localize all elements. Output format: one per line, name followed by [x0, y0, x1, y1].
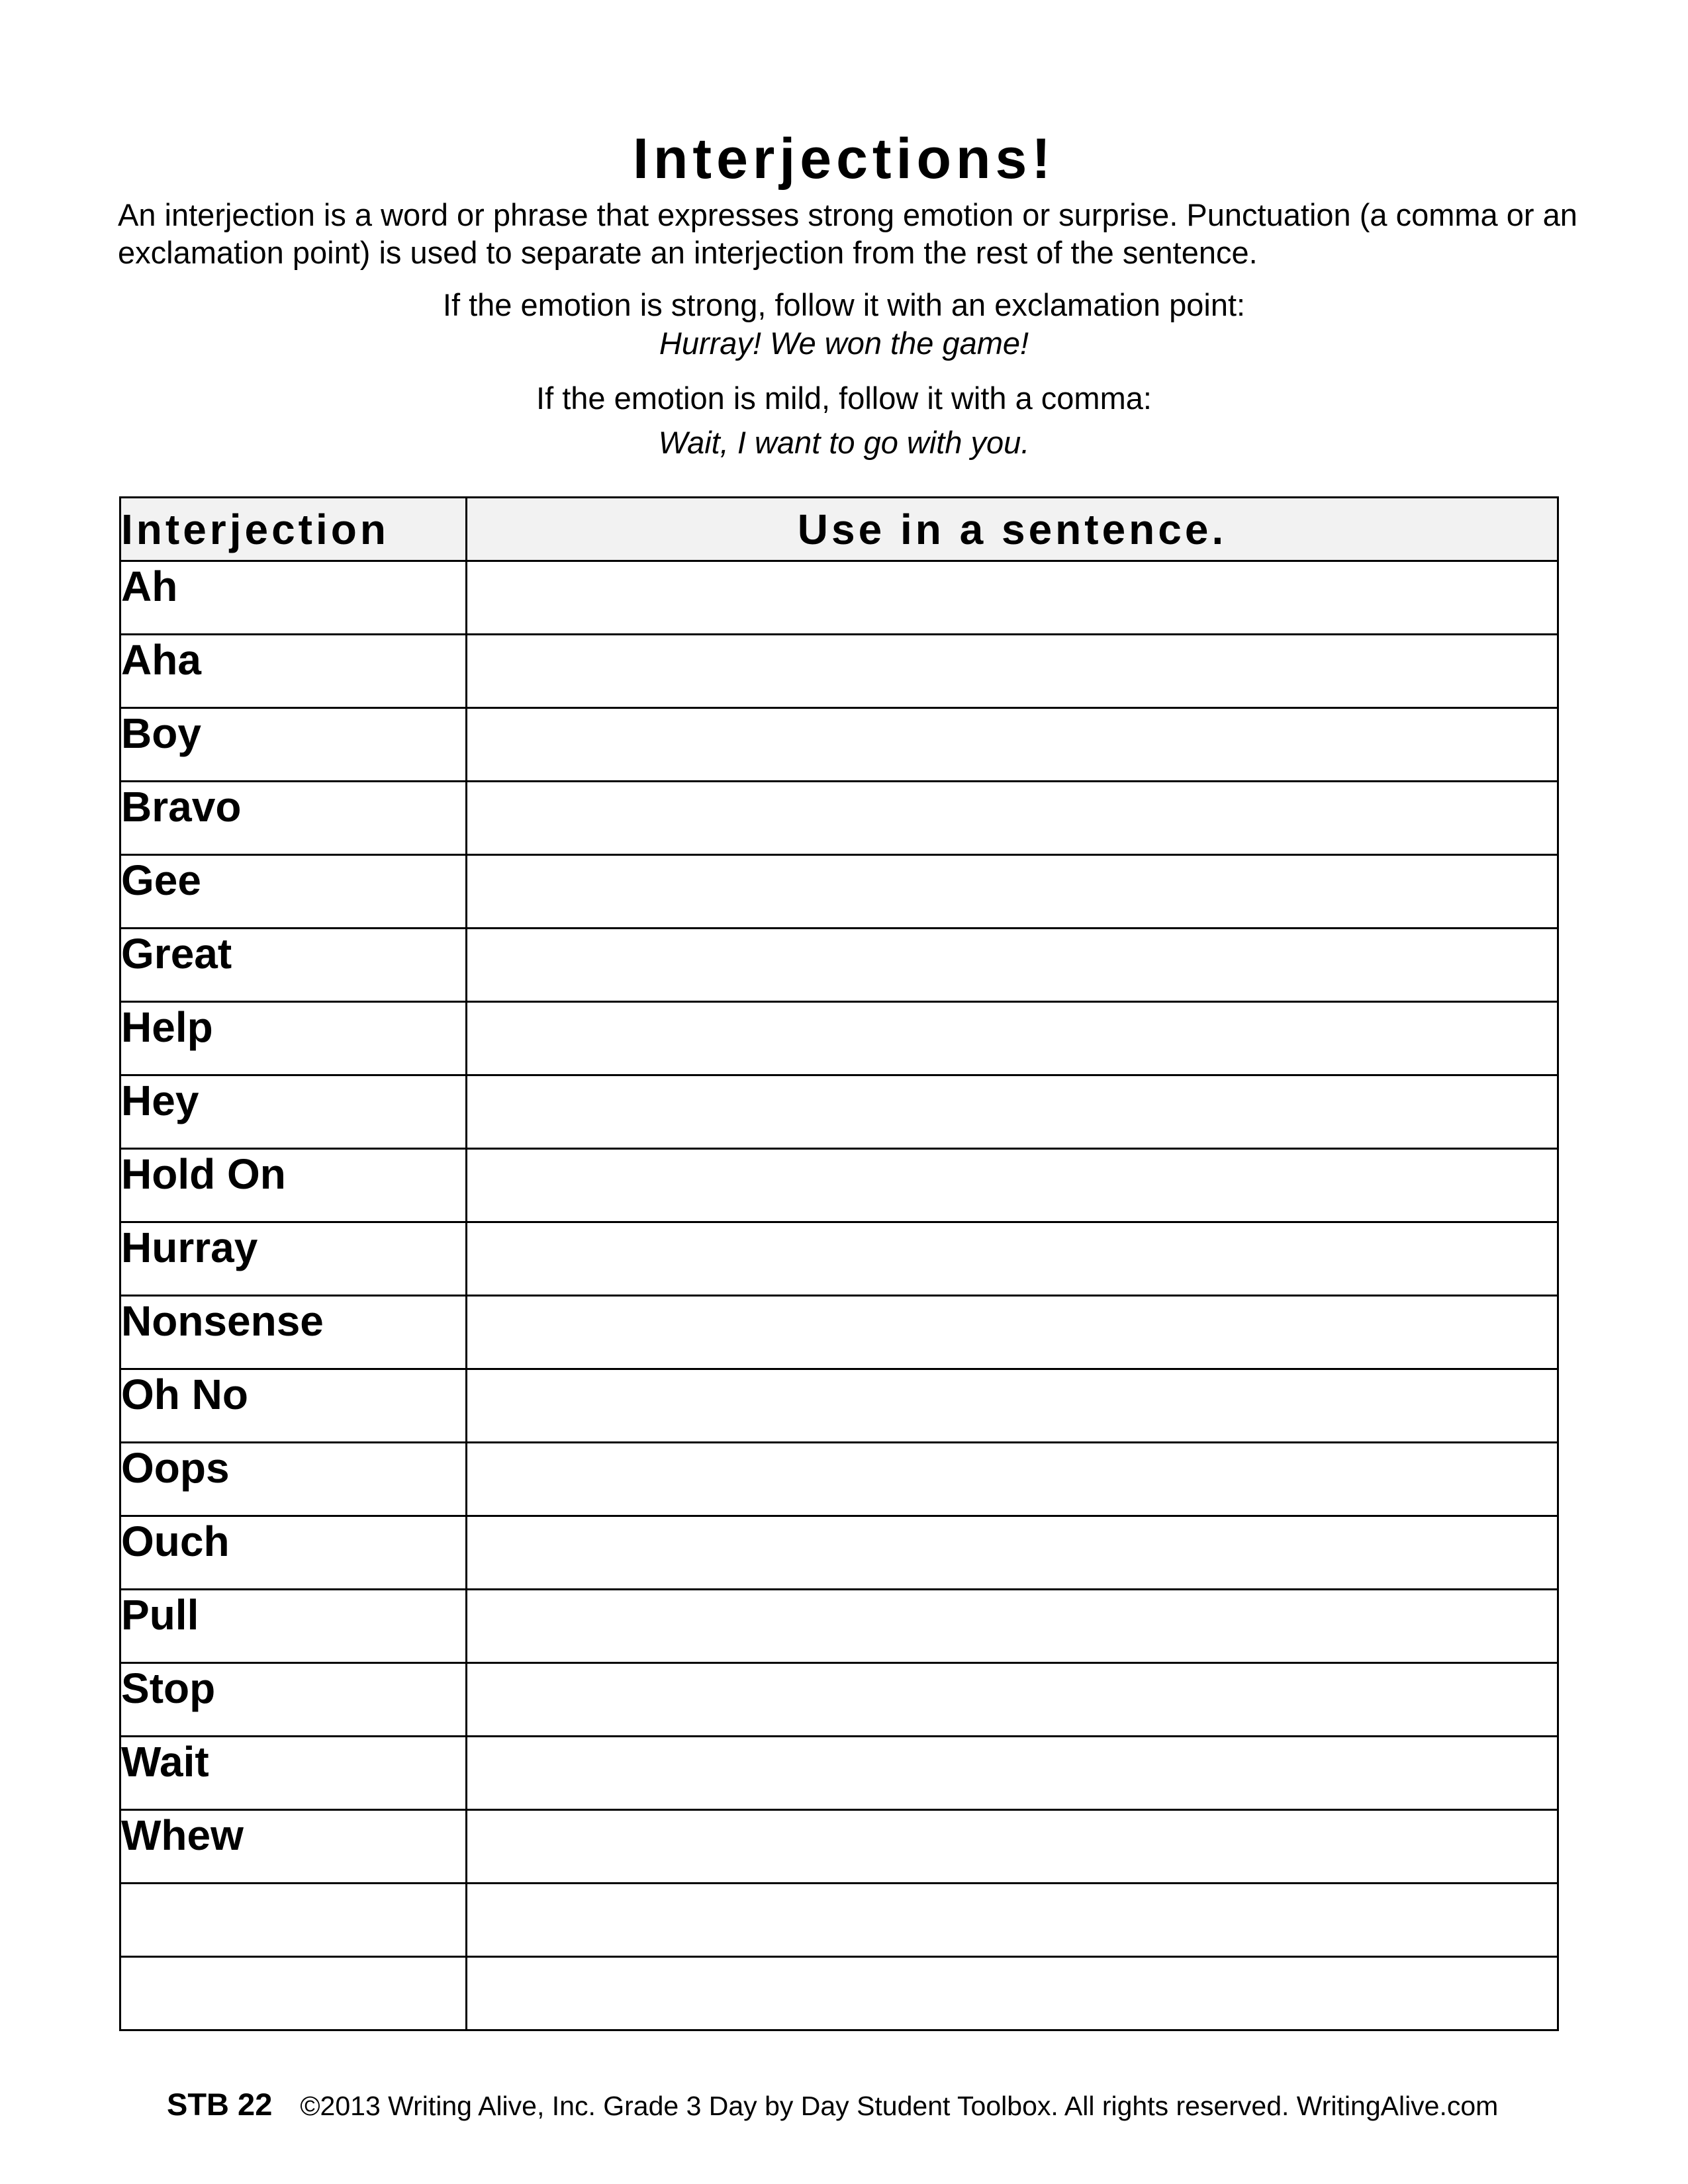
page-code: STB 22 [167, 2087, 273, 2122]
sentence-answer-field[interactable] [467, 1590, 1558, 1663]
sentence-answer-field[interactable] [467, 929, 1558, 1002]
interjection-word: Nonsense [120, 1296, 467, 1369]
interjection-word: Hurray [120, 1222, 467, 1296]
sentence-answer-field[interactable] [467, 1810, 1558, 1884]
interjection-word: Bravo [120, 782, 467, 855]
table-row [120, 1884, 1558, 1957]
table-row [120, 1443, 1558, 1516]
table-row [120, 708, 1558, 782]
sentence-answer-field[interactable] [467, 1296, 1558, 1369]
table-row [120, 635, 1558, 708]
interjection-word: Help [120, 1002, 467, 1075]
table-row [120, 1296, 1558, 1369]
interjection-word [120, 1884, 467, 1957]
interjection-word: Oops [120, 1443, 467, 1516]
table-row [120, 1002, 1558, 1075]
table-row [120, 1516, 1558, 1590]
table-row [120, 561, 1558, 635]
table-row [120, 1957, 1558, 2030]
sentence-answer-field[interactable] [467, 1369, 1558, 1443]
sentence-answer-field[interactable] [467, 708, 1558, 782]
interjection-word: Gee [120, 855, 467, 929]
table-header-row [120, 498, 1558, 561]
interjection-word: Hold On [120, 1149, 467, 1222]
interjection-word [120, 1957, 467, 2030]
sentence-answer-field[interactable] [467, 1443, 1558, 1516]
sentence-answer-field[interactable] [467, 1149, 1558, 1222]
interjection-word: Pull [120, 1590, 467, 1663]
table-row [120, 1810, 1558, 1884]
table-row [120, 1222, 1558, 1296]
interjection-word: Whew [120, 1810, 467, 1884]
interjection-word: Boy [120, 708, 467, 782]
header-interjection: Interjection [120, 498, 467, 561]
table-row [120, 929, 1558, 1002]
table-row [120, 782, 1558, 855]
interjection-word: Ah [120, 561, 467, 635]
example-strong: Hurray! We won the game! [659, 326, 1029, 361]
table-row [120, 1149, 1558, 1222]
sentence-answer-field[interactable] [467, 635, 1558, 708]
page-footer [167, 2085, 1498, 2126]
interjection-table [119, 496, 1559, 2031]
header-use-in-sentence: Use in a sentence. [467, 498, 1558, 561]
table-row [120, 1075, 1558, 1149]
sentence-answer-field[interactable] [467, 782, 1558, 855]
interjection-word: Oh No [120, 1369, 467, 1443]
sentence-answer-field[interactable] [467, 855, 1558, 929]
sentence-answer-field[interactable] [467, 1002, 1558, 1075]
interjection-word: Great [120, 929, 467, 1002]
sentence-answer-field[interactable] [467, 1516, 1558, 1590]
sentence-answer-field[interactable] [467, 1957, 1558, 2030]
table-row [120, 1369, 1558, 1443]
sentence-answer-field[interactable] [467, 1884, 1558, 1957]
copyright-text: ©2013 Writing Alive, Inc. Grade 3 Day by Day Student Toolbox. All rights reserved. WritingAlive.com [300, 2091, 1499, 2121]
sentence-answer-field[interactable] [467, 1737, 1558, 1810]
table-row [120, 1663, 1558, 1737]
table-row [120, 855, 1558, 929]
interjection-word: Hey [120, 1075, 467, 1149]
sentence-answer-field[interactable] [467, 561, 1558, 635]
rule-mild: If the emotion is mild, follow it with a comma: [536, 381, 1152, 416]
interjection-word: Wait [120, 1737, 467, 1810]
intro-paragraph: An interjection is a word or phrase that expresses strong emotion or surprise. Punctuation (a comma or an exclamation point) is used to separate an interjection from the rest of the sentence. [118, 197, 1577, 270]
rule-strong: If the emotion is strong, follow it with an exclamation point: [442, 287, 1246, 322]
sentence-answer-field[interactable] [467, 1663, 1558, 1737]
sentence-answer-field[interactable] [467, 1222, 1558, 1296]
table-row [120, 1590, 1558, 1663]
sentence-answer-field[interactable] [467, 1075, 1558, 1149]
table-row [120, 1737, 1558, 1810]
example-mild: Wait, I want to go with you. [658, 425, 1030, 460]
interjection-word: Ouch [120, 1516, 467, 1590]
interjection-word: Stop [120, 1663, 467, 1737]
interjection-word: Aha [120, 635, 467, 708]
page-title: Interjections! [633, 127, 1055, 191]
